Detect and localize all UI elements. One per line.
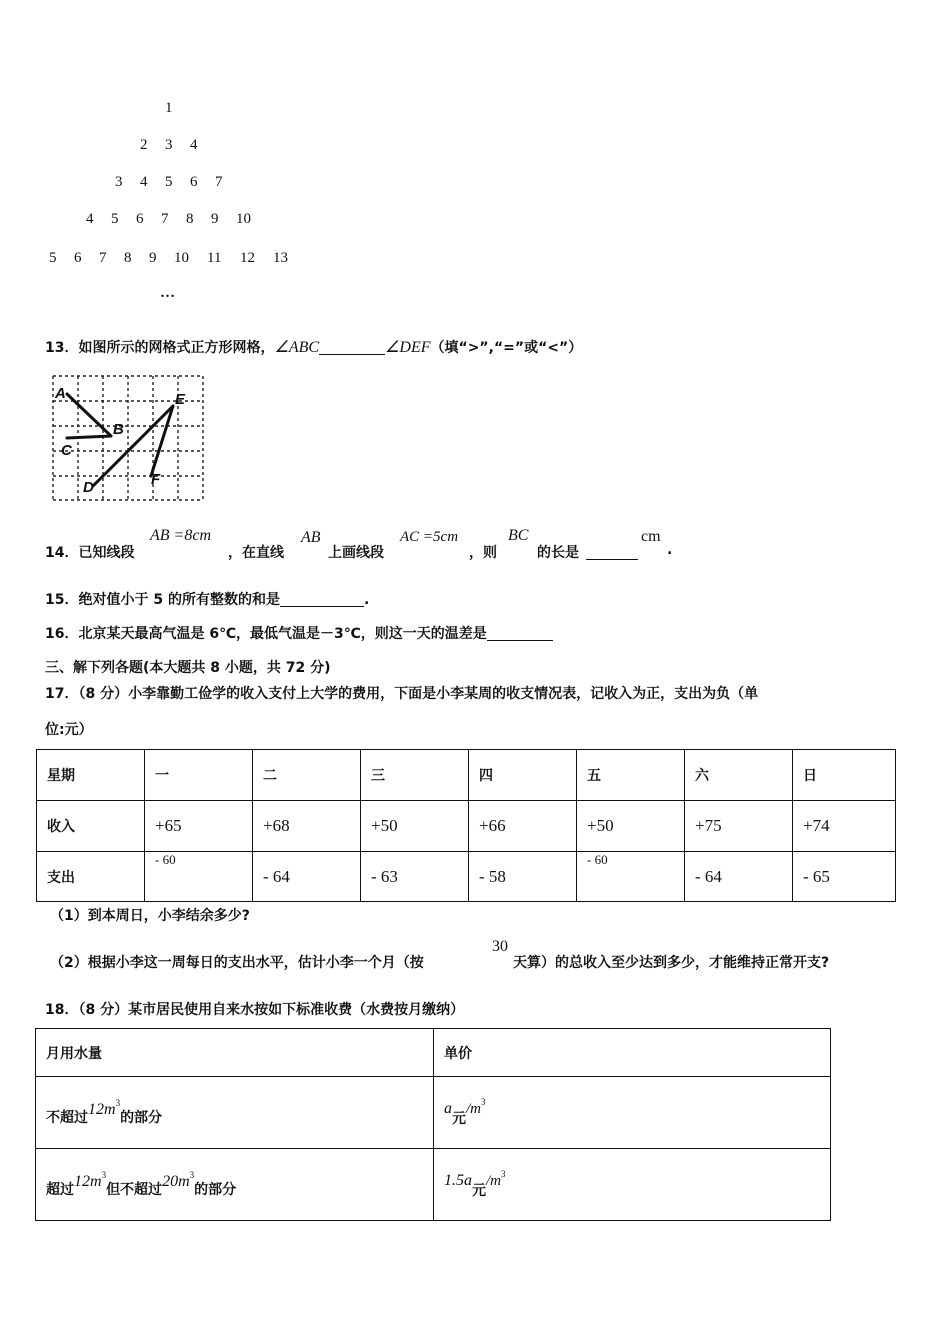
expense-cell: - 60 <box>145 852 253 902</box>
q13-answer-blank[interactable] <box>319 340 385 355</box>
table-header-cell: 一 <box>145 750 253 801</box>
income-cell: +50 <box>361 801 469 852</box>
point-label-b: B <box>113 421 124 438</box>
expense-cell: - 60 <box>577 852 685 902</box>
income-cell: +68 <box>253 801 361 852</box>
triangle-cell: 4 <box>190 137 198 153</box>
price-per <box>466 1097 486 1117</box>
question-13 <box>45 337 582 357</box>
segment-cb <box>67 436 111 438</box>
triangle-cell: 8 <box>186 211 194 227</box>
q15-end: . <box>363 592 370 608</box>
usage-text: 超过 <box>46 1182 74 1198</box>
expense-label: 支出 <box>37 852 145 902</box>
triangle-cell: 6 <box>190 174 198 190</box>
q16-text: 16．北京某天最高气温是 6℃，最低气温是－3℃，则这一天的温差是 <box>45 626 487 642</box>
triangle-cell: 5 <box>165 174 173 190</box>
point-label-e: E <box>175 391 186 408</box>
income-cell: +65 <box>145 801 253 852</box>
usage-cell <box>36 1149 434 1221</box>
usage-math-value: 12m <box>88 1101 116 1118</box>
expense-cell: - 65 <box>793 852 896 902</box>
cube-exponent: 3 <box>189 1170 195 1180</box>
point-label-d: D <box>83 479 94 496</box>
price-per-unit: /m <box>486 1173 501 1189</box>
q14-text-3: 上画线段 <box>328 545 384 561</box>
triangle-cell: 7 <box>215 174 223 190</box>
q13-angle-abc: ∠ABC <box>274 339 320 356</box>
usage-header: 月用水量 <box>36 1029 434 1077</box>
table-row <box>36 1149 831 1221</box>
triangle-cell: 1 <box>165 100 173 116</box>
price-cell <box>434 1149 831 1221</box>
table-header-cell: 四 <box>469 750 577 801</box>
income-cell: +66 <box>469 801 577 852</box>
triangle-cell: 3 <box>165 137 173 153</box>
triangle-cell: 4 <box>86 211 94 227</box>
triangle-cell: 5 <box>49 250 57 266</box>
q17-sub-2-b: 天算）的总收入至少达到多少，才能维持正常开支? <box>513 955 830 971</box>
q13-hint: （填“>”,“=”或“<”） <box>430 340 583 356</box>
q13-text: 13．如图所示的网格式正方形网格， <box>45 340 275 356</box>
q15-answer-blank[interactable] <box>280 592 364 607</box>
grid-figure <box>45 368 211 506</box>
price-unit: 元 <box>472 1183 486 1199</box>
q14-text-4: ，则 <box>469 545 497 561</box>
usage-text: 不超过 <box>46 1110 88 1126</box>
usage-cell <box>36 1077 434 1149</box>
expense-cell: - 64 <box>685 852 793 902</box>
triangle-cell: 11 <box>207 250 222 266</box>
table-header-cell: 二 <box>253 750 361 801</box>
cube-exponent: 3 <box>101 1170 107 1180</box>
triangle-cell: 4 <box>140 174 148 190</box>
q14-math-ab-length: AB =8cm <box>150 527 211 544</box>
q14-unit: cm <box>641 528 661 545</box>
expense-cell: - 58 <box>469 852 577 902</box>
income-cell: +74 <box>793 801 896 852</box>
table-header-cell: 星期 <box>37 750 145 801</box>
price-var: a <box>444 1100 452 1117</box>
q14-text-2: ，在直线 <box>228 545 284 561</box>
price-cell <box>434 1077 831 1149</box>
usage-text: 的部分 <box>194 1182 237 1198</box>
price-per <box>486 1169 506 1189</box>
triangle-cell: 5 <box>111 211 119 227</box>
point-label-c: C <box>61 442 72 459</box>
triangle-cell: 10 <box>236 211 251 227</box>
table-row <box>37 852 896 902</box>
segment-ab <box>67 394 111 436</box>
cube-exponent: 3 <box>481 1097 486 1107</box>
income-cell: +75 <box>685 801 793 852</box>
usage-text: 的部分 <box>120 1110 163 1126</box>
q18-text: 18．（8 分）某市居民使用自来水按如下标准收费（水费按月缴纳） <box>45 1002 465 1018</box>
table-header-cell: 六 <box>685 750 793 801</box>
table-header-cell: 日 <box>793 750 896 801</box>
price-per-unit: /m <box>466 1101 481 1117</box>
q17-line-2: 位:元） <box>45 722 93 738</box>
usage-math <box>88 1098 121 1118</box>
income-cell: +50 <box>577 801 685 852</box>
q14-text-1: 14．已知线段 <box>45 545 135 561</box>
q14-end: . <box>667 542 673 558</box>
q15-text: 15．绝对值小于 5 的所有整数的和是 <box>45 592 280 608</box>
q17-sub-2-a: （2）根据小李这一周每日的支出水平，估计小李一个月（按 <box>50 955 424 971</box>
table-row <box>36 1029 831 1077</box>
q14-math-ac-length: AC =5cm <box>400 529 459 545</box>
point-label-a: A <box>55 385 66 402</box>
expense-cell: - 63 <box>361 852 469 902</box>
q17-sub-2-number: 30 <box>492 938 508 955</box>
point-label-f: F <box>151 471 161 488</box>
income-expense-table <box>36 749 896 902</box>
triangle-cell: 9 <box>211 211 219 227</box>
q13-angle-def: ∠DEF <box>385 339 431 356</box>
triangle-cell: 6 <box>74 250 82 266</box>
table-header-cell: 五 <box>577 750 685 801</box>
q16-answer-blank[interactable] <box>487 626 553 641</box>
triangle-cell: 9 <box>149 250 157 266</box>
q14-answer-blank[interactable] <box>586 545 638 560</box>
price-header: 单价 <box>434 1029 831 1077</box>
q14-text-5: 的长是 <box>537 545 579 561</box>
usage-text: 但不超过 <box>106 1182 163 1198</box>
table-row <box>37 750 896 801</box>
triangle-cell: 13 <box>273 250 288 266</box>
triangle-cell: 12 <box>240 250 255 266</box>
triangle-cell: 7 <box>99 250 107 266</box>
usage-math-value: 12m <box>74 1173 102 1190</box>
price-var: 1.5a <box>444 1172 472 1189</box>
triangle-cell: 3 <box>115 174 123 190</box>
price-unit: 元 <box>452 1111 466 1127</box>
triangle-cell: 8 <box>124 250 132 266</box>
triangle-cell: 6 <box>136 211 144 227</box>
q14-math-ab: AB <box>301 529 321 546</box>
cube-exponent: 3 <box>115 1098 121 1108</box>
table-row <box>36 1077 831 1149</box>
income-label: 收入 <box>37 801 145 852</box>
water-fee-table <box>35 1028 831 1221</box>
usage-math <box>162 1170 195 1190</box>
question-16 <box>45 623 553 643</box>
q17-line-1: 17．（8 分）小李靠勤工俭学的收入支付上大学的费用，下面是小李某周的收支情况表，记收入为正，支出为负（单 <box>45 686 759 702</box>
expense-cell: - 64 <box>253 852 361 902</box>
table-row <box>37 801 896 852</box>
triangle-cell: 10 <box>174 250 189 266</box>
usage-math <box>74 1170 107 1190</box>
triangle-cell: 7 <box>161 211 169 227</box>
q14-math-bc: BC <box>508 527 529 544</box>
q17-sub-1: （1）到本周日，小李结余多少? <box>50 908 250 924</box>
table-header-cell: 三 <box>361 750 469 801</box>
triangle-ellipsis: … <box>160 285 175 301</box>
question-15 <box>45 589 369 609</box>
cube-exponent: 3 <box>501 1169 506 1179</box>
section-3-title: 三、解下列各题(本大题共 8 小题，共 72 分) <box>45 660 331 676</box>
usage-math-value: 20m <box>162 1173 190 1190</box>
triangle-cell: 2 <box>140 137 148 153</box>
